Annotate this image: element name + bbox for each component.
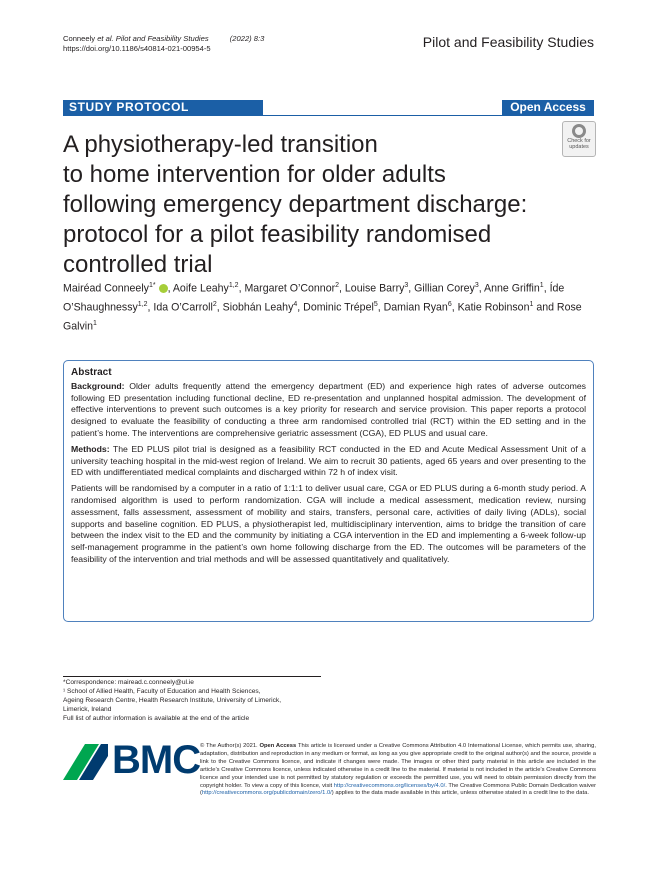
title-line: protocol for a pilot feasibility randomised (63, 221, 492, 248)
author-name: , Margaret O’Connor (238, 282, 336, 295)
affiliation-sup: 1 (539, 282, 544, 289)
affiliation-1-cont: Ageing Research Centre, Health Research Institute, University of Limerick, (63, 696, 282, 704)
citation-header (63, 34, 264, 54)
author-name: , Dominic Trépel (297, 301, 374, 314)
footnote-rule (63, 676, 321, 677)
banner-rule (63, 115, 594, 116)
abstract-background (71, 381, 586, 440)
citation-authors: Conneely (63, 34, 98, 43)
author-name: , Louise Barry (339, 282, 405, 295)
affiliation-sup: 5 (373, 301, 378, 309)
author-name: , Aoife Leahy (167, 282, 229, 295)
copyright: © The Author(s) 2021. (200, 743, 260, 749)
title-line: to home intervention for older adults (63, 161, 446, 188)
author-list (63, 278, 598, 335)
title-line: following emergency department discharge: (63, 191, 528, 218)
affiliation-1-cont: Limerick, Ireland (63, 705, 112, 713)
author-name: , Siobhán Leahy (216, 301, 294, 314)
affiliation-sup: 1,2 (228, 282, 239, 289)
check-for-updates-badge[interactable] (562, 121, 596, 157)
affiliation-sup: 2 (335, 282, 340, 289)
author-name: and Rose Galvin (63, 301, 582, 333)
check-for-updates-icon (572, 124, 586, 138)
license-body: ) applies to the data made available in this article, unless otherwise stated in a credit line to the data. (331, 790, 589, 797)
background-label: Background: (71, 380, 125, 391)
bmc-logo-text: BMC (112, 738, 201, 782)
affiliation-1: ¹ School of Allied Health, Faculty of Education and Health Sciences, (63, 687, 261, 695)
correspondence[interactable]: *Correspondence: mairead.c.conneely@ul.ie (63, 679, 194, 686)
open-access-banner: Open Access (502, 100, 594, 115)
license-body: . The Creative Commons Public Domain Dedication waiver ( (200, 782, 596, 797)
footnotes (63, 679, 333, 724)
affiliation-sup: 1,2 (137, 301, 148, 309)
journal-name: Pilot and Feasibility Studies (422, 34, 594, 50)
author-name: , Damian Ryan (377, 301, 448, 314)
citation-journal: et al. Pilot and Feasibility Studies (97, 34, 209, 43)
affiliation-sup: 6 (447, 301, 452, 309)
affiliation-sup: 1 (93, 320, 97, 328)
abstract-heading: Abstract (71, 367, 112, 378)
badge-line1: Check for (567, 138, 591, 144)
affiliation-sup: 1* (148, 282, 156, 289)
doi-link[interactable]: https://doi.org/10.1186/s40814-021-00954-5 (63, 44, 211, 53)
badge-line2: updates (569, 144, 589, 150)
article-type-banner: STUDY PROTOCOL (63, 100, 263, 115)
author-name: , Ida O’Carroll (147, 301, 213, 314)
author-name: , Anne Griffin (478, 282, 540, 295)
abstract-methods-2: Patients will be randomised by a computer in a ratio of 1:1:1 to deliver usual care, CGA or ED PLUS during a 6-month study period. A randomised algorithm is used to perform randomization. CGA will include a medical assessment, medication review, nursing assessment, falls assessment, assessment of mobility and stairs, transfers, personal care, activities of daily living (ADLs), social supports and baseline cognition. ED PLUS, a physiotherapist led, multidisciplinary intervention, aims to bridge the transition of care between the index visit to the ED and the community by initiating a CGA intervention in the ED and implementing a 6-week follow-up self-management programme in the patient’s own home following discharge from the ED. The outcomes will be parameters of the feasibility of the intervention and trial methods and will be assessed quantitatively and qualitatively. (71, 483, 586, 564)
affiliation-sup: 3 (404, 282, 409, 289)
affiliation-sup: 1 (529, 301, 534, 309)
methods-label: Methods: (71, 443, 110, 454)
abstract-box (63, 360, 594, 622)
author-name: , Katie Robinson (451, 301, 530, 314)
author-name: , Gillian Corey (408, 282, 475, 295)
open-access-label: Open Access (259, 743, 297, 749)
license-link[interactable]: http://creativecommons.org/licenses/by/4.0/ (333, 782, 446, 789)
orcid-icon[interactable] (159, 284, 168, 293)
abstract-methods (71, 444, 586, 479)
methods-text: The ED PLUS pilot trial is designed as a feasibility RCT conducted in the ED and Acute Medical Assessment Unit of a university teaching hospital in the mid-west region of Ireland. We aim to recruit 30 patients, aged 65 years and over presenting to the ED with undifferentiated medical complaints and discharged within 72 h of index visit. (71, 443, 586, 478)
author-name: Mairéad Conneely (63, 282, 149, 295)
affiliation-sup: 3 (474, 282, 479, 289)
affiliation-sup: 2 (212, 301, 217, 309)
license-text (200, 743, 596, 798)
waiver-link[interactable]: http://creativecommons.org/publicdomain/zero/1.0/ (201, 790, 332, 797)
author-info-note: Full list of author information is available at the end of the article (63, 714, 250, 722)
license-body: This article is licensed under a Creative Commons Attribution 4.0 International License, which permits use, sharing, adaptation, distribution and reproduction in any medium or format, as long as you give appropriate credit to the original author(s) and the source, provide a link to the Creative Commons licence, and indicate if changes were made. The images or other third party material in this article are included in the article’s Creative Commons licence, unless indicated otherwise in a credit line to the material. If material is not included in the article’s Creative Commons licence and your intended use is not permitted by statutory regulation or exceeds the permitted use, you will need to obtain permission directly from the copyright holder. To view a copy of this licence, visit (200, 743, 596, 789)
citation-year: (2022) 8:3 (229, 34, 265, 43)
background-text: Older adults frequently attend the emergency department (ED) and experience high rates of adverse outcomes following ED presentation including functional decline, ED re-presentation and unplanned hospital admission. The development of effective interventions to prevent such outcomes is a key priority for research and service provision. This paper reports a protocol designed to evaluate the feasibility of conducting a three arm randomised controlled trial (RCT) within the ED setting and in the patient’s home. The interventions are comprehensive geriatric assessment (CGA), ED PLUS and usual care. (71, 380, 586, 438)
author-name: , Íde O’Shaughnessy (63, 282, 565, 314)
title-line: controlled trial (63, 251, 213, 278)
article-title (63, 130, 563, 280)
title-line: A physiotherapy-led transition (63, 131, 378, 158)
bmc-logo-icon (63, 744, 108, 780)
affiliation-sup: 4 (293, 301, 298, 309)
